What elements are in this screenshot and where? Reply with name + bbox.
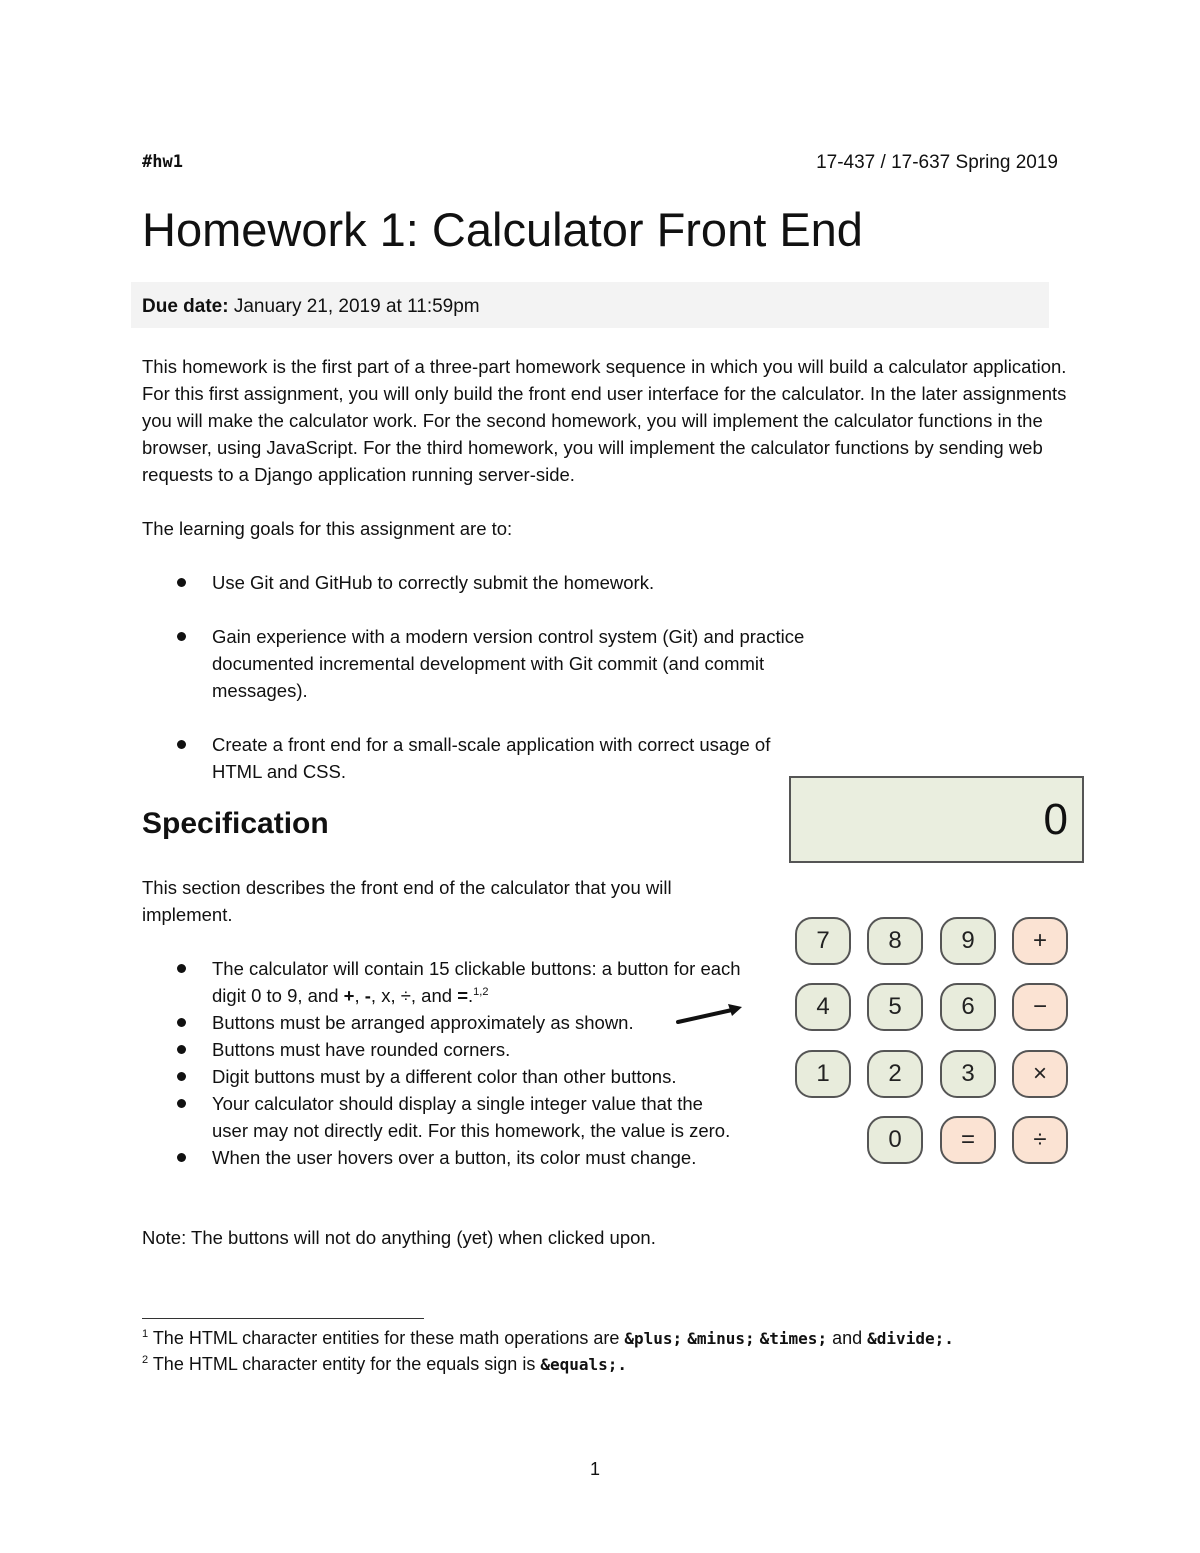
calc-button-1[interactable]: 1 xyxy=(795,1050,851,1098)
calc-button-0[interactable]: 0 xyxy=(867,1116,923,1164)
calc-button-equals[interactable]: = xyxy=(940,1116,996,1164)
bullet-icon xyxy=(177,1045,186,1054)
arrow-icon xyxy=(676,1002,746,1028)
calc-button-3[interactable]: 3 xyxy=(940,1050,996,1098)
list-item: Create a front end for a small-scale application with correct usage of HTML and CSS. xyxy=(142,731,772,785)
due-date-label: Due date: xyxy=(142,296,229,317)
bullet-icon xyxy=(177,1153,186,1162)
calc-button-minus[interactable]: − xyxy=(1012,983,1068,1031)
list-item: When the user hovers over a button, its color must change. xyxy=(142,1144,782,1171)
list-item: Buttons must be arranged approximately as shown. xyxy=(142,1009,782,1036)
list-item: Your calculator should display a single integer value that the user may not directly edit. For this homework, the value is zero. xyxy=(142,1090,742,1144)
calculator-display: 0 xyxy=(789,776,1084,863)
list-item: Use Git and GitHub to correctly submit the homework. xyxy=(142,569,822,596)
bullet-icon xyxy=(177,964,186,973)
calc-button-plus[interactable]: + xyxy=(1012,917,1068,965)
section-heading: Specification xyxy=(142,807,329,840)
calc-button-7[interactable]: 7 xyxy=(795,917,851,965)
goals-intro: The learning goals for this assignment are to: xyxy=(142,518,513,539)
spec-list xyxy=(142,955,782,1171)
calc-button-9[interactable]: 9 xyxy=(940,917,996,965)
hw-tag: #hw1 xyxy=(142,152,183,172)
footnote-ref: 1,2 xyxy=(473,985,489,998)
list-item: The calculator will contain 15 clickable buttons: a button for each digit 0 to 9, and +, -, x, ÷, and =.$^{1,2}$ xyxy=(142,955,772,1009)
course-label: 17-437 / 17-637 Spring 2019 xyxy=(816,152,1058,173)
calc-button-4[interactable]: 4 xyxy=(795,983,851,1031)
calc-button-divide[interactable]: ÷ xyxy=(1012,1116,1068,1164)
bullet-icon xyxy=(177,578,186,587)
calc-button-6[interactable]: 6 xyxy=(940,983,996,1031)
bullet-icon xyxy=(177,740,186,749)
bullet-icon xyxy=(177,1072,186,1081)
list-item: Gain experience with a modern version control system (Git) and practice documented incremental development with Git commit (and commit messages). xyxy=(142,623,822,704)
list-item: Digit buttons must by a different color than other buttons. xyxy=(142,1063,782,1090)
due-date-box xyxy=(131,282,1049,328)
calc-button-5[interactable]: 5 xyxy=(867,983,923,1031)
spec-intro: This section describes the front end of the calculator that you will implement. xyxy=(142,877,672,925)
note: Note: The buttons will not do anything (yet) when clicked upon. xyxy=(142,1227,656,1248)
calc-button-2[interactable]: 2 xyxy=(867,1050,923,1098)
bullet-icon xyxy=(177,1018,186,1027)
list-item: Buttons must have rounded corners. xyxy=(142,1036,782,1063)
due-date-value: January 21, 2019 at 11:59pm xyxy=(233,296,480,317)
bullet-icon xyxy=(177,632,186,641)
page-title: Homework 1: Calculator Front End xyxy=(142,203,863,256)
calc-button-times[interactable]: × xyxy=(1012,1050,1068,1098)
intro-paragraph: This homework is the first part of a three-part homework sequence in which you will build a calculator application. For this first assignment, you will only build the front end user interface for the calculator. In the later assignments you will make the calculator work. For the second homework, you will implement the calculator functions in the browser, using JavaScript. For the third homework, you will implement the calculator functions by sending web requests to a Django application running server-side. xyxy=(142,356,1067,485)
footnote: $^2$ The HTML character entity for the equals sign is &equals;. xyxy=(142,1354,628,1374)
bullet-icon xyxy=(177,1099,186,1108)
footnote: $^1$ The HTML character entities for these math operations are &plus; &minus; &times; and &divide;. xyxy=(142,1328,954,1348)
footnote-divider xyxy=(142,1318,424,1319)
calc-button-8[interactable]: 8 xyxy=(867,917,923,965)
learning-goals-list xyxy=(142,569,822,812)
page-number: 1 xyxy=(590,1459,601,1479)
